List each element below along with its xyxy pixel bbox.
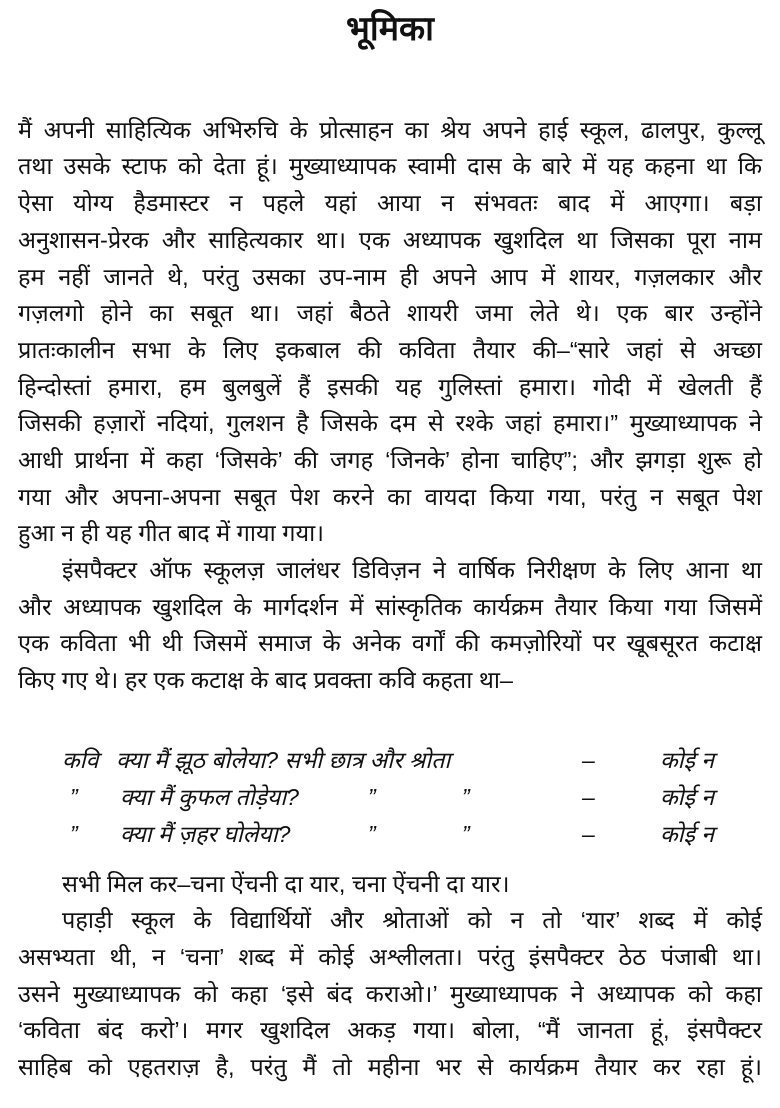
text-line: गया और अपना-अपना सबूत पेश करने का वायदा किया गया, परंतु न सबूत पेश: [18, 484, 762, 510]
text-line: हिन्दोस्तां हमारा, हम बुलबुलें हैं इसकी यह गुलिस्तां हमारा। गोदी में खेलती हैं: [18, 374, 762, 400]
poem-speaker: कवि: [62, 747, 99, 773]
text-line: किए गए थे। हर एक कटाक्ष के बाद प्रवक्ता कवि कहता था–: [18, 667, 513, 693]
poem-ditto: ”: [462, 784, 470, 810]
poem-text: क्या मैं झूठ बोलेया? सभी छात्र और श्रोता: [116, 747, 451, 773]
poem-text: क्या मैं ज़हर घोलेया?: [120, 821, 291, 847]
text-line: उसने मुख्याध्यापक को कहा ‘इसे बंद कराओ।’ मुख्याध्यापक ने अध्यापक को कहा: [18, 981, 762, 1007]
page-title: भूमिका: [346, 10, 434, 48]
poem-dash: –: [582, 747, 595, 773]
poem-dash: –: [582, 821, 595, 847]
text-line: असभ्यता थी, न ‘चना’ शब्द में कोई अश्लीलता। परंतु इंसपैक्टर ठेठ पंजाबी था।: [18, 944, 762, 970]
text-line: ‘कविता बंद करो’। मगर खुशदिल अकड़ गया। बोला, “मैं जानता हूं, इंसपैक्टर: [18, 1017, 762, 1043]
chorus-line: सभी मिल कर–चना ऐंचनी दा यार, चना ऐंचनी दा यार।: [62, 871, 510, 897]
text-line: साहिब को एहतराज़ है, परंतु मैं तो महीना भर से कार्यक्रम तैयार कर रहा हूं।: [18, 1054, 762, 1080]
poem-text: क्या मैं कुफल तोड़ेया?: [120, 784, 299, 810]
text-line: एक कविता भी थी जिसमें समाज के अनेक वर्गों की कमज़ोरियों पर खूबसूरत कटाक्ष: [18, 630, 762, 656]
text-line: हम नहीं जानते थे, परंतु उसका उप-नाम ही अपने आप में शायर, गज़लकार और: [18, 264, 762, 290]
poem-reply: कोई न: [660, 784, 715, 810]
text-line: जिसकी हज़ारों नदियां, गुलशन है जिसके दम से रश्के जहां हमारा।” मुख्याध्यापक ने: [18, 410, 762, 436]
poem-speaker: ”: [70, 821, 78, 847]
poem-reply: कोई न: [660, 747, 715, 773]
text-line: ऐसा योग्य हैडमास्टर न पहले यहां आया न संभवतः बाद में आएगा। बड़ा: [18, 190, 762, 216]
text-line: हुआ न ही यह गीत बाद में गाया गया।: [18, 520, 325, 546]
text-line: अनुशासन-प्रेरक और साहित्यकार था। एक अध्यापक खुशदिल था जिसका पूरा नाम: [18, 227, 762, 253]
text-line: और अध्यापक खुशदिल के मार्गदर्शन में सांस्कृतिक कार्यक्रम तैयार किया गया जिसमें: [18, 594, 762, 620]
poem-speaker: ”: [70, 784, 78, 810]
text-line: पहाड़ी स्कूल के विद्यार्थियों और श्रोताओं को न तो ‘यार’ शब्द में कोई: [62, 907, 762, 933]
text-line: इंसपैक्टर ऑफ स्कूलज़ जालंधर डिविज़न ने वार्षिक निरीक्षण के लिए आना था: [62, 557, 762, 583]
text-line: गज़लगो होने का सबूत था। जहां बैठते शायरी जमा लेते थे। एक बार उन्होंने: [18, 300, 762, 326]
poem-ditto: ”: [368, 784, 376, 810]
text-line: आधी प्रार्थना में कहा ‘जिसके’ की जगह ‘जिनके’ होना चाहिए”; और झगड़ा शुरू हो: [18, 447, 762, 473]
text-line: मैं अपनी साहित्यिक अभिरुचि के प्रोत्साहन का श्रेय अपने हाई स्कूल, ढालपुर, कुल्लू: [18, 117, 762, 143]
text-line: तथा उसके स्टाफ को देता हूं। मुख्याध्यापक स्वामी दास के बारे में यह कहना था कि: [18, 153, 762, 179]
poem-ditto: ”: [368, 821, 376, 847]
poem-ditto: ”: [462, 821, 470, 847]
text-line: प्रातःकालीन सभा के लिए इकबाल की कविता तैयार की–“सारे जहां से अच्छा: [18, 337, 762, 363]
poem-dash: –: [582, 784, 595, 810]
poem-reply: कोई न: [660, 821, 715, 847]
